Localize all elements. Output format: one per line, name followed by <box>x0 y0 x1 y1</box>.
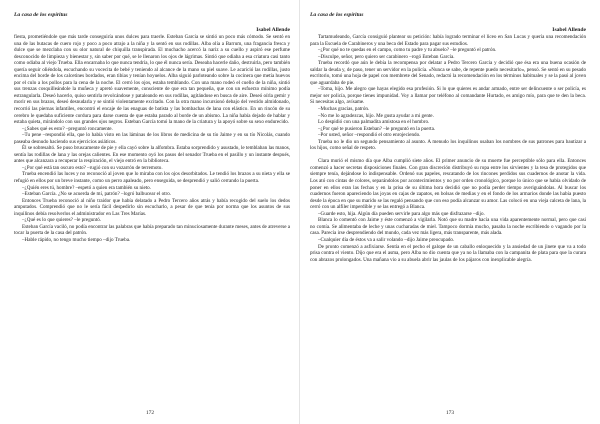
left-running-head <box>14 12 290 34</box>
paragraph: –Esteban García. ¿No se acuerda de mí, patrón? –logró balbucear el otro. <box>22 191 172 198</box>
paragraph: –Disculpe, señor, pero quiero ser carabinero –rogó Esteban García. <box>318 53 455 60</box>
paragraph: –¿Qué es lo que quieres? –le preguntó. <box>22 217 102 224</box>
right-header-title: La casa de los espíritus <box>310 12 364 18</box>
left-body-text <box>14 34 290 244</box>
paragraph: Blanca lo comentó con Jaime y éste comenzó a vigilarla. Notó que su madre hacía una vida aparentemente normal, pero que casi no comía. Se alimentaba de leche y unas cucharadas de miel. Tampoco dormía mucho, pasaba la noche escribiendo o vagando por la casa. Parecía irse desprendiendo del mundo, cada vez más ligera, más transparente, más alada. <box>310 217 586 237</box>
paragraph: Esteban García vaciló, no podía encontrar las palabras que había preparado tan minuciosamente durante meses, antes de atreverse a tocar la puerta de la casa del patrón. <box>14 223 290 237</box>
paragraph: –No me lo agradezcas, hijo. Me gusta ayudar a mi gente. <box>318 112 434 119</box>
left-header-title: La casa de los espíritus <box>14 12 68 18</box>
paragraph: Tartamudeando, García consiguió plantear su petición: había logrado terminar el liceo en San Lucas y quería una recomendación para la Escuela de Carabineros y una beca del Estado para pagar sus estudios. <box>310 34 586 47</box>
paragraph: –Tu pene –respondió ella, que lo había visto en las láminas de los libros de medicina de su tío Jaime y en su tío Nicolás, cuando paseaba desnudo haciendo sus ejercicios asiáticos. <box>14 132 290 145</box>
paragraph: –Hable rápido, no tengo mucho tiempo –dijo Trueba. <box>22 236 131 243</box>
paragraph: Trueba recordó que aún le debía la recompensa por delatar a Pedro Tercero García y decidió que ésa era una buena ocasión de saldar la deuda y, de paso, tener un servidor en la policía. «Nunca se sabe, de repente puedo necesitarlo», pensó. Se sentó en su pesado escritorio, tomó una hoja de papel con membrete del Senado, redactó la recomendación en los términos habituales y se la pasó al joven que aguardaba de pie. <box>310 60 586 86</box>
paragraph: –Por usted, señor –respondió el otro enrojeciendo. <box>318 132 421 139</box>
right-header-author: Isabel Allende <box>552 27 586 33</box>
paragraph: –Toma, hijo. Me alegro que hayas elegido esa profesión. Si lo que quieres es andar armado, entre ser delincuente o ser policía, es mejor ser policía, porque tienes impunidad. Voy a llamar por teléfono al comandante Hurtado, es amigo mío, para que te den la beca. Si necesitas algo, avísame. <box>310 86 586 106</box>
paragraph: –Muchas gracias, patrón. <box>318 106 370 113</box>
paragraph: –Guarde esto, hija. Algún día pueden servirle para algo más que disfrazarse –dijo. <box>318 210 485 217</box>
paragraph: –¿Quién eres tú, hombre? –espetó a quien era también su nieto. <box>22 184 151 191</box>
right-page-number: 173 <box>445 410 455 416</box>
paragraph: –¿Sabes qué es esto? –preguntó roncamente. <box>22 125 113 132</box>
right-page <box>300 0 600 424</box>
right-body-text <box>310 34 586 263</box>
paragraph: De pronto comenzó a asfixiarse. Sentía en el pecho el galope de un caballo enloquecido y la ansiedad de un jinete que va a todo prisa contra el viento. Dijo que era el asma, pero Alba no dio cuenta que ya no la llamaba con la campanita de plata para que la curara con abrazos prolongados. Una mañana vio a su abuela abrir las jaulas de los pájaros con inexplicable alegría. <box>310 243 586 263</box>
right-running-head <box>310 12 586 34</box>
paragraph: –¿Por qué está tan oscuro esto? –rugió con su vozarrón de terremoto. <box>22 164 163 171</box>
paragraph: Trueba no le dio un segundo pensamiento al asunto. A menudo los inquilinos usaban los nombres de sus patrones para bautizar a los hijos, como señal de respeto. <box>310 138 586 152</box>
paragraph: fiesta, prometiéndole que más tarde conseguiría unos dulces para traerle. Esteban García se sintió un poco más cómodo. Se sentó en una de las butacas de cuero rojo y poco a poco atrajo a la niña y la sentó en sus rodillas. Alba olía a Barrum, una fragancia fresca y dulce que se mezclaba con su olor natural de chiquilla transpirada. El muchacho acercó la nariz a su cuello y aspiró ese perfume desconocido de limpieza y bienestar y, sin saber por qué, se le llenaron los ojos de lágrimas. Sintió que odiaba a esa criatura casi tanto como odiaba al viejo Trueba. Ella encarnaba lo que nunca tendría, lo que él nunca sería. Deseaba hacerle daño, destruirla, pero también quería seguir oliéndola, escuchando su vocecita de bebé y teniendo al alcance de la mano su piel suave. Le acarició las rodillas, justo encima del borde de los calcetines bordados, eran tibias y tenían hoyuelos. Alba siguió parloteando sobre la cocinera que metía huevos por el culo a los pollos para la cena de la noche. El cerró los ojos, estaba temblando. Con una mano rodeó el cuello de la niña, sintió sus trenzas cosquilleándole la muñeca y apretó suavemente, consciente de que era tan pequeña, que con un esfuerzo mínimo podía estrangularla. Deseó hacerlo, quiso sentirla revolcándose y pataleando en sus rodillas, agitándose en busca de aire. Deseó oírla gemir y morir en sus brazos, deseó desnudarla y se sintió violentamente excitado. Con la otra mano incursionó debajo del vestido almidonado, recorrió las piernas infantiles, encontró el encaje de las enaguas de batista y las bombachas de lana con elástico. En un rincón de su cerebro le quedaba suficiente cordura para darse cuenta de que estaba parado al borde de un abismo. La niña había dejado de hablar y estaba quieta, mirándolo con sus grandes ojos negros. Esteban García tomó la mano de la criatura y la apoyó sobre su sexo endurecido. <box>14 34 290 126</box>
paragraph: –¿Por qué no te quedas en el campo, como tu padre y tu abuelo? –le preguntó el patrón. <box>318 47 497 54</box>
paragraph: Trueba encendió las luces y no reconoció al joven que lo miraba con los ojos desorbitados. Le tendió los brazos a su nieta y ella se refugió en ellos por un breve instante, como un perro apaleado, pero enseguida, se desprendió y salió cerrando la puerta. <box>14 171 290 185</box>
paragraph: Lo despidió con una palmadita amistosa en el hombro. <box>318 119 430 126</box>
paragraph: Él se sobresaltó. Se puso bruscamente de pie y ella cayó sobre la alfombra. Estaba sorprendido y asustado, le temblaban las manos, sentía las rodillas de lana y las orejas calientes. En ese momento oyó los pasos del senador Trueba en el pasillo y un instante después, antes que alcanzara a recuperar la respiración, el viejo entró en la biblioteca. <box>14 145 290 165</box>
left-header-author: Isabel Allende <box>256 27 290 33</box>
paragraph: Clara murió el mismo día que Alba cumplió siete años. El primer anuncio de su muerte fue perceptible sólo para ella. Entonces comenzó a hacer secretas disposiciones finales. Con gran discreción distribuyó su ropa entre los sirvientes y la tesa de protegidos que siempre tenía, dejándose lo indispensable. Ordenó sus papeles, rescatando de los rincones perdidos sus cuadernos de anotar la vida. Los ató con cintas de colores, separándolos por acontecimientos y no por orden cronológico, porque lo único que se había olvidado de poner en ellos eran las fechas y en la prisa de su última hora decidió que no podía perder tiempo averiguándolas. Al buscar los cuadernos fueron apareciendo las joyas en cajas de zapatos, en bolsas de medias y en el fondo de los armarios donde las había puesto desde la época en que su marido se las regaló pensando que con eso podía alcanzar su amor. Las colocó en una vieja calceta de lana, la cerró con un alfiler imperdible y se las entregó a Blanca. <box>310 158 586 211</box>
left-page-number: 172 <box>145 410 155 416</box>
paragraph: –¿Por qué te pusieron Esteban? –le preguntó en la puerta. <box>318 125 436 132</box>
paragraph: Entonces Trueba reconoció al niño traidor que había delatado a Pedro Tercero años atrás y había recogido del suelo los dedos amputados. Comprendió que no le sería fácil despedirlo sin escucharlo, a pesar de que tenía por norma que los asuntos de sus inquilinos debía resolverlos el administrador en Las Tres Marías. <box>14 197 290 217</box>
paragraph: –Cualquier día de éstos va a salir volando –dijo Jaime preocupado. <box>318 236 455 243</box>
